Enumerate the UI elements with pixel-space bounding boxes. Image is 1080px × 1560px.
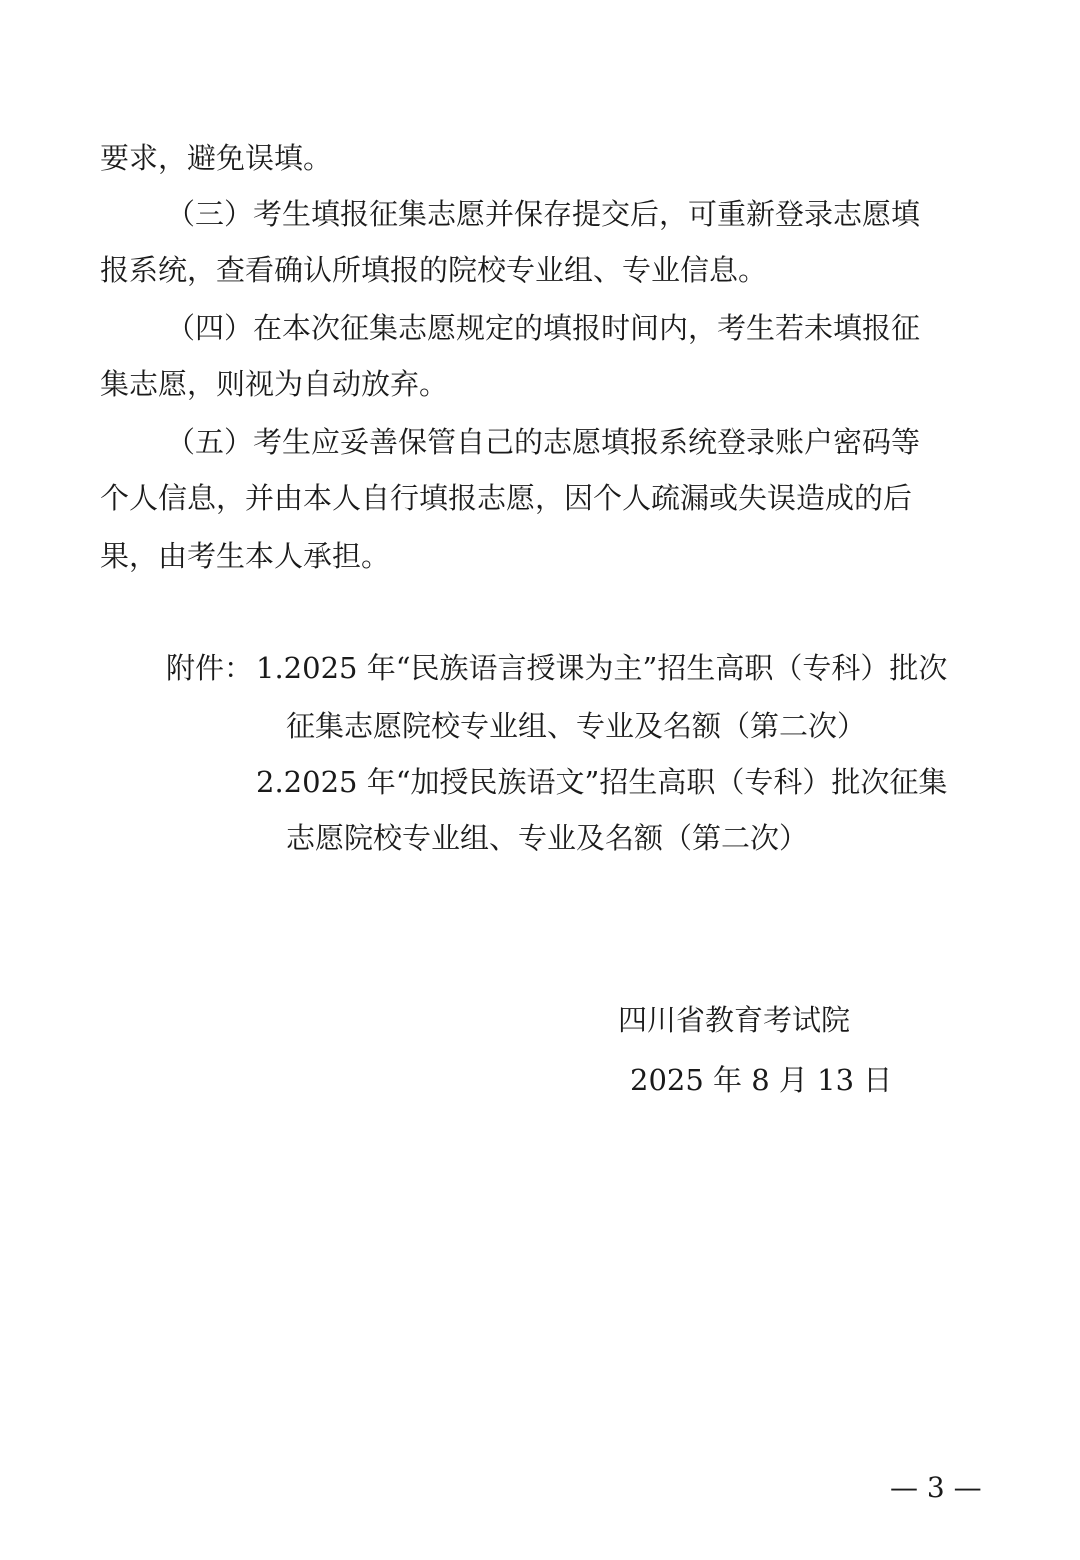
paragraph-line: 要求，避免误填。 xyxy=(100,141,333,175)
paragraph-line: 个人信息，并由本人自行填报志愿，因个人疏漏或失误造成的后 xyxy=(100,481,913,515)
page-number: — 3 — xyxy=(890,1471,982,1504)
paragraph-line: 集志愿，则视为自动放弃。 xyxy=(100,367,449,401)
attachment-item-2-line: 志愿院校专业组、专业及名额（第二次） xyxy=(286,821,809,855)
paragraph-line: 报系统，查看确认所填报的院校专业组、专业信息。 xyxy=(100,253,768,287)
paragraph-line: 果，由考生本人承担。 xyxy=(100,539,391,573)
paragraph-line: （三）考生填报征集志愿并保存提交后，可重新登录志愿填 xyxy=(166,197,921,231)
signature-organization: 四川省教育考试院 xyxy=(618,1003,851,1037)
attachment-item-1-line: 1.2025 年“民族语言授课为主”招生高职（专科）批次 xyxy=(256,651,948,685)
paragraph-line: （五）考生应妥善保管自己的志愿填报系统登录账户密码等 xyxy=(166,425,921,459)
signature-date: 2025 年 8 月 13 日 xyxy=(630,1063,893,1097)
paragraph-line: （四）在本次征集志愿规定的填报时间内，考生若未填报征 xyxy=(166,311,921,345)
attachment-item-1-line: 征集志愿院校专业组、专业及名额（第二次） xyxy=(286,709,867,743)
attachment-label: 附件： xyxy=(166,651,254,685)
attachment-item-2-line: 2.2025 年“加授民族语文”招生高职（专科）批次征集 xyxy=(256,765,948,799)
